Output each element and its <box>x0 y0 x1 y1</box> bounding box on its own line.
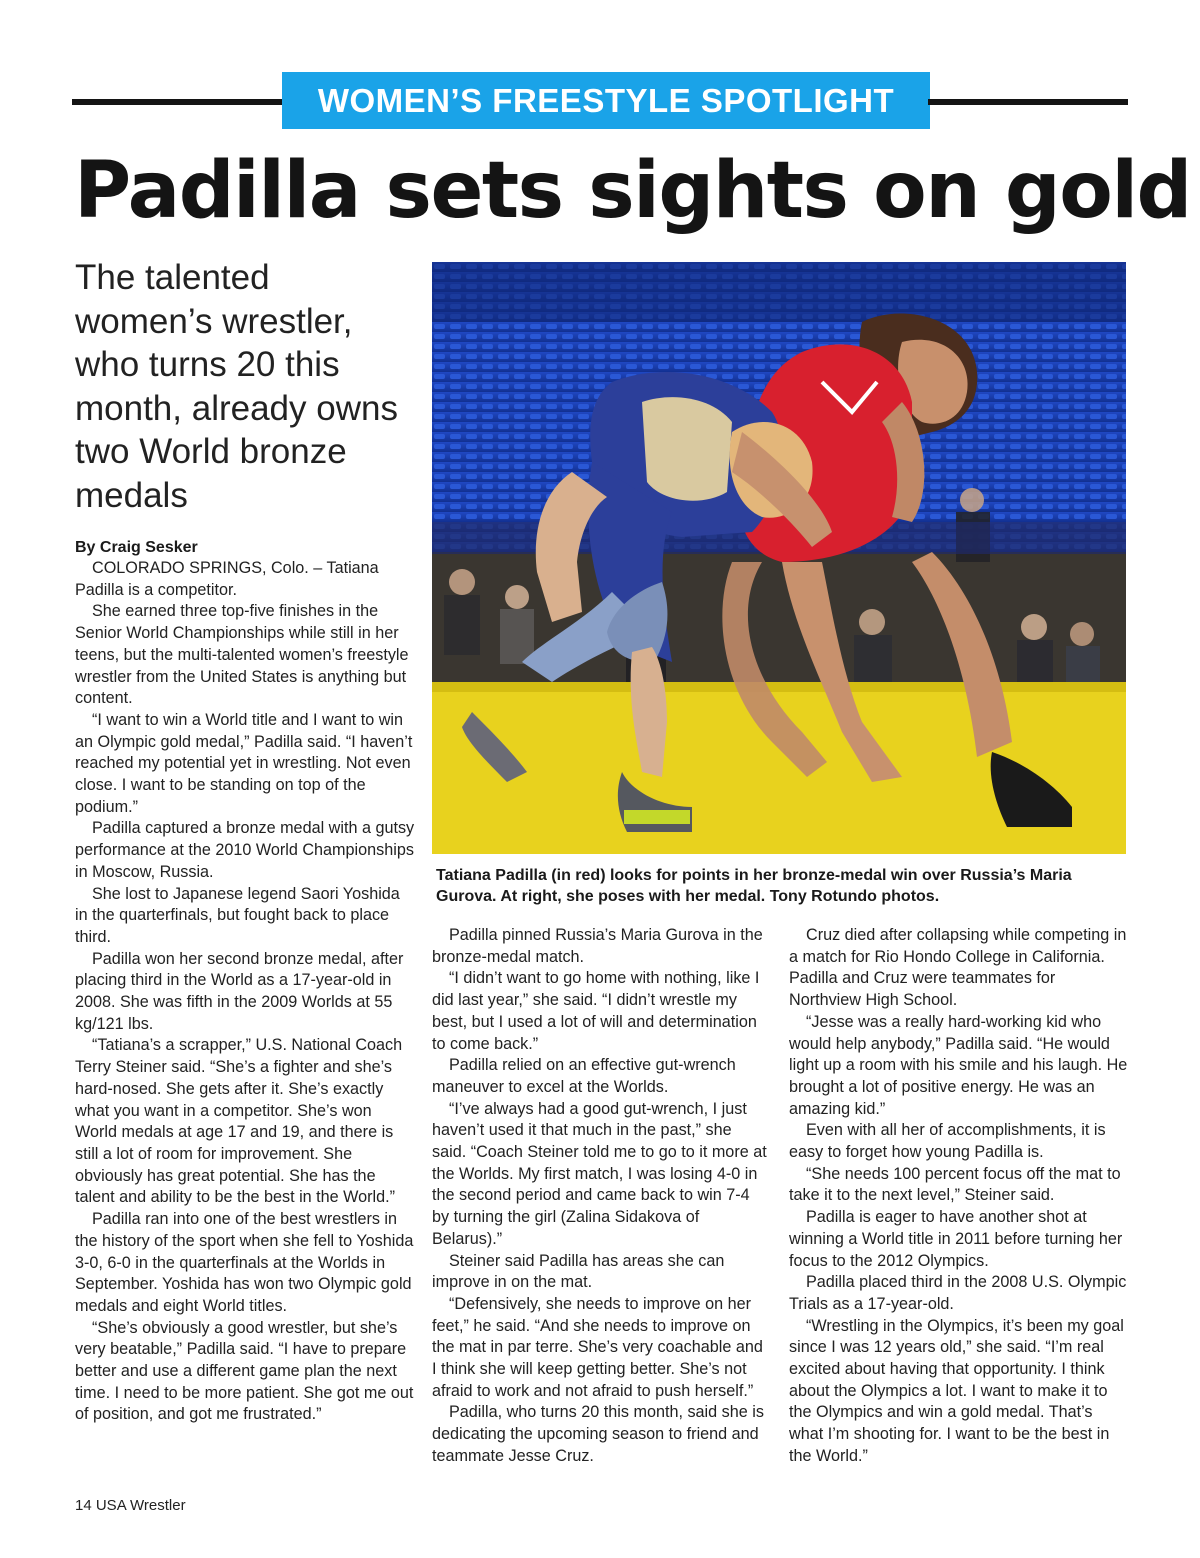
wrestling-photo-illustration <box>432 262 1126 854</box>
banner-rule-left <box>72 99 284 105</box>
paragraph: “Tatiana’s a scrapper,” U.S. National Coach Terry Steiner said. “She’s a fighter and she’s hard-nosed. She gets after it. She’s exactly what you want in a competitor. She’s won World medals at age 17 and 19, and there is still a lot of room for improvement. She obviously has great potential. She has the talent and ability to be the best in the World.” <box>75 1036 403 1207</box>
paragraph: Padilla relied on an effective gut-wrench maneuver to excel at the Worlds. <box>432 1056 736 1096</box>
paragraph: She earned three top-five finishes in the Senior World Championships while still in her teens, but the multi-talented women’s freestyle wrestler from the United States is anything but content. <box>75 602 409 708</box>
wrestling-photo <box>432 262 1126 854</box>
paragraph: Padilla captured a bronze medal with a gutsy performance at the 2010 World Championships in Moscow, Russia. <box>75 819 415 881</box>
paragraph: “She’s obviously a good wrestler, but she’s very beatable,” Padilla said. “I have to prepare better and use a different game plan the next time. I need to be more patient. She got me out of position, and got me frustrated.” <box>75 1318 414 1424</box>
paragraph: Cruz died after collapsing while competing in a match for Rio Hondo College in California. Padilla and Cruz were teammates for Northview High School. <box>789 926 1127 1010</box>
paragraph: “Defensively, she needs to improve on her feet,” he said. “And she needs to improve on the mat in par terre. She’s very coachable and I think she will keep getting better. She’s not afraid to work and not afraid to push herself.” <box>432 1294 763 1400</box>
paragraph: Padilla ran into one of the best wrestlers in the history of the sport when she fell to Yoshida 3-0, 6-0 in the quarterfinals at the Worlds in September. Yoshida has won two Olympic gold medals and eight World titles. <box>75 1210 414 1315</box>
paragraph: “I’ve always had a good gut-wrench, I just haven’t used it that much in the past,” she said. “Coach Steiner told me to go to it more at the Worlds. My first match, I was losing 4-0 in the second period and came back to win 7-4 by turning the girl (Zalina Sidakova of Belarus).” <box>432 1099 767 1248</box>
paragraph: Padilla, who turns 20 this month, said she is dedicating the upcoming season to friend and teammate Jesse Cruz. <box>432 1403 764 1465</box>
paragraph: Steiner said Padilla has areas she can improve in on the mat. <box>432 1251 725 1292</box>
byline-block <box>75 537 415 559</box>
section-banner: WOMEN’S FREESTYLE SPOTLIGHT <box>282 72 930 129</box>
page-folio: 14 USA Wrestler <box>75 1497 186 1514</box>
article-column-1 <box>75 558 415 1426</box>
paragraph: Even with all her of accomplishments, it is easy to forget how young Padilla is. <box>789 1121 1106 1162</box>
paragraph: “I want to win a World title and I want to win an Olympic gold medal,” Padilla said. “I haven’t reached my potential yet in wrestling. Not even close. I want to be standing on top of the podium.” <box>75 710 413 816</box>
paragraph: Padilla won her second bronze medal, after placing third in the World as a 17-year-old in 2008. She was fifth in the 2009 Worlds at 55 kg/121 lbs. <box>75 949 404 1033</box>
banner-rule-right <box>928 99 1128 105</box>
paragraph: “Jesse was a really hard-working kid who would help anybody,” Padilla said. “He would light up a room with his smile and his laugh. He brought a lot of positive energy. He was an amazing kid.” <box>789 1012 1128 1118</box>
paragraph: “She needs 100 percent focus off the mat to take it to the next level,” Steiner said. <box>789 1164 1121 1205</box>
paragraph: “Wrestling in the Olympics, it’s been my goal since I was 12 years old,” she said. “I’m real excited about having that opportunity. I think about the Olympics a lot. I want to make it to the Olympics and win a gold medal. That’s what I’m shooting for. I want to be the best in the World.” <box>789 1316 1124 1465</box>
paragraph: Padilla is eager to have another shot at winning a World title in 2011 before turning her focus to the 2012 Olympics. <box>789 1208 1123 1270</box>
byline: By Craig Sesker <box>75 539 198 556</box>
paragraph: “I didn’t want to go home with nothing, like I did last year,” she said. “I didn’t wrestle my best, but I used a lot of will and determination to come back.” <box>432 969 760 1053</box>
headline: Padilla sets sights on gold <box>74 146 1191 236</box>
paragraph: She lost to Japanese legend Saori Yoshida in the quarterfinals, but fought back to place third. <box>75 884 400 946</box>
article-column-2 <box>432 925 770 1468</box>
article-column-3 <box>789 925 1129 1468</box>
paragraph: COLORADO SPRINGS, Colo. – Tatiana Padilla is a competitor. <box>75 559 379 599</box>
paragraph: Padilla pinned Russia’s Maria Gurova in the bronze-medal match. <box>432 926 763 966</box>
deck-subheadline: The talented women’s wrestler, who turns 20 this month, already owns two World bronze medals <box>75 258 398 515</box>
paragraph: Padilla placed third in the 2008 U.S. Olympic Trials as a 17-year-old. <box>789 1273 1127 1313</box>
photo-caption: Tatiana Padilla (in red) looks for points in her bronze-medal win over Russia’s Maria Gurova. At right, she poses with her medal. Tony Rotundo photos. <box>436 867 1072 905</box>
